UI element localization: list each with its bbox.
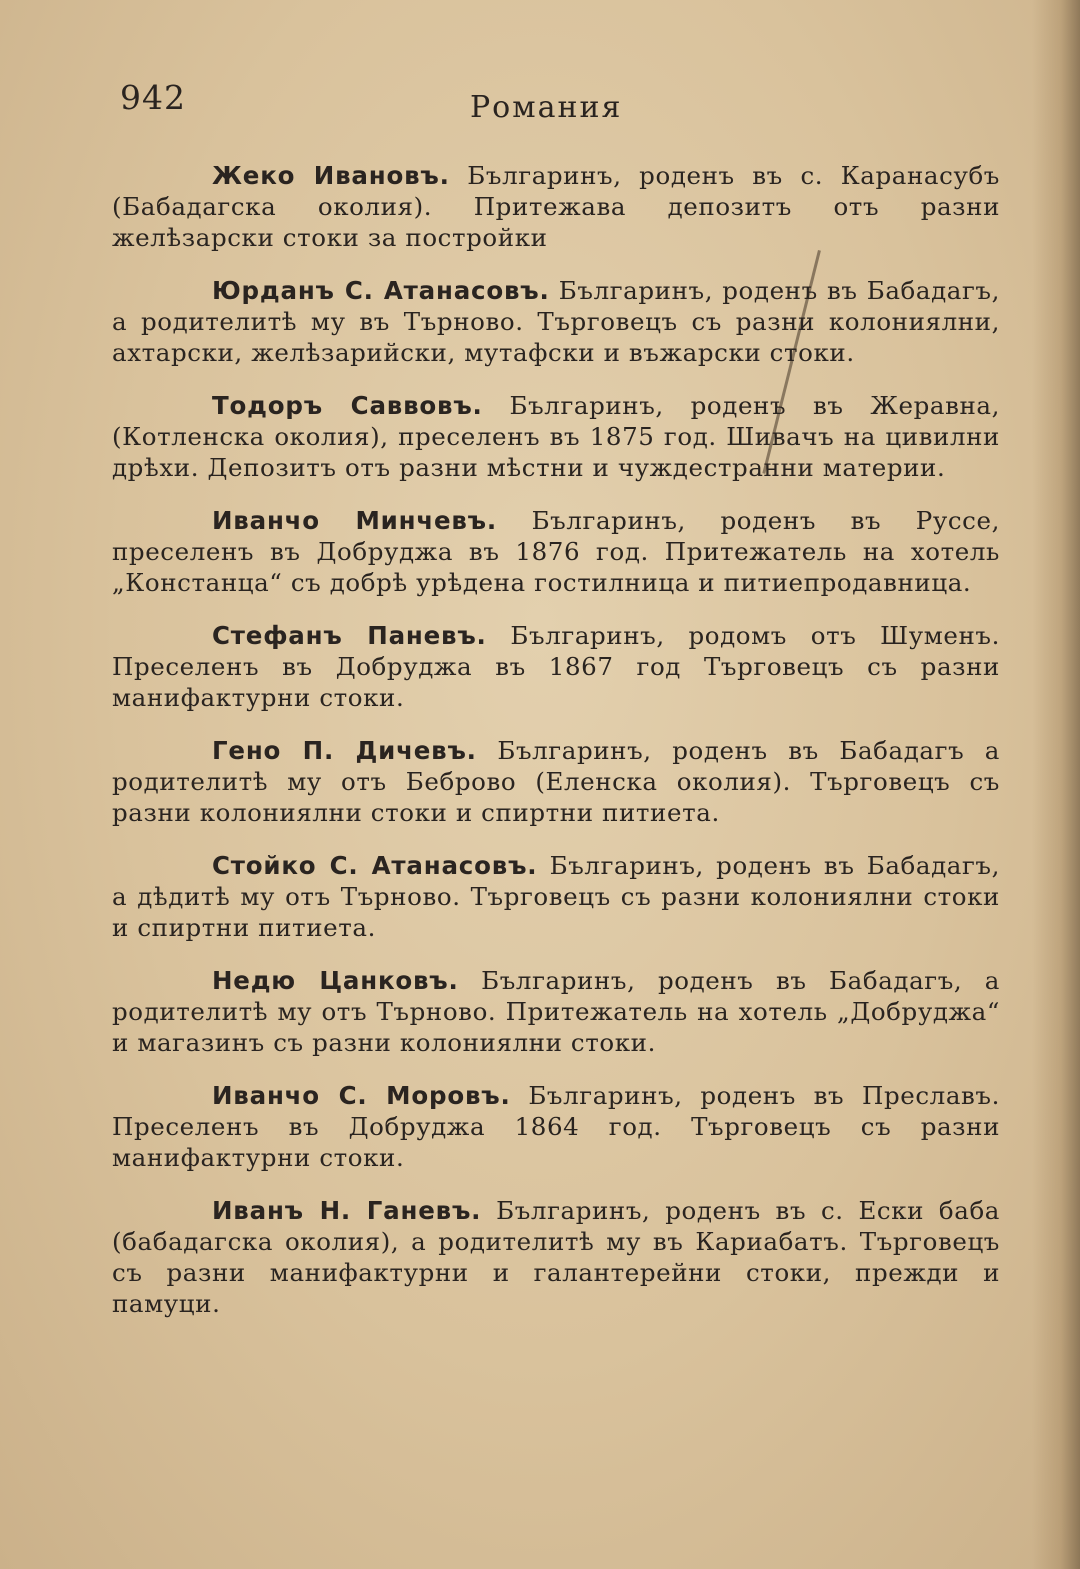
- entry-text: Българинъ, роденъ въ с. Ески баба (бабадагска околия), а родителитѣ му въ Кариабатъ. Търговецъ съ разни манифактурни и галантерейни стоки, прежди и памуци.: [112, 1196, 1001, 1318]
- entry: [112, 275, 1000, 368]
- entry-text: Българинъ, роденъ въ Бабадагъ а родителитѣ му отъ Беброво (Еленска околия). Търговецъ съ разни колониялни стоки и спиртни питиета.: [112, 736, 1000, 827]
- entry-name: Иванъ Н. Ганевъ.: [212, 1196, 482, 1225]
- page-header: [120, 78, 1000, 138]
- entry: [112, 735, 1000, 828]
- entry-text: Българинъ, роденъ въ с. Каранасубъ (Бабадагска околия). Притежава депозитъ отъ разни желѣзарски стоки за постройки: [112, 161, 1000, 252]
- entry: [112, 620, 1000, 713]
- entry: [112, 390, 1000, 483]
- entry: [112, 965, 1000, 1058]
- entry-text: Българинъ, роденъ въ Бабадагъ, а родителитѣ му въ Търново. Търговецъ съ разни колониялни, ахтарски, желѣзарийски, мутафски и въжарски стоки.: [112, 276, 1000, 367]
- entry: [112, 160, 1000, 253]
- entry-name: Стефанъ Паневъ.: [212, 621, 487, 650]
- entry-text: Българинъ, роденъ въ Руссе, преселенъ въ Добруджа въ 1876 год. Притежатель на хотель „Констанца“ съ добрѣ урѣдена гостилница и питиепродавница.: [112, 506, 1000, 597]
- entry: [112, 1080, 1000, 1173]
- entry: [112, 850, 1000, 943]
- entry: [112, 1195, 1000, 1319]
- entries-list: [112, 160, 1000, 1341]
- entry-text: Българинъ, роденъ въ Преславъ. Преселенъ въ Добруджа 1864 год. Търговецъ съ разни манифактурни стоки.: [112, 1081, 1000, 1172]
- page-number: 942: [120, 78, 186, 117]
- entry-name: Жеко Ивановъ.: [212, 161, 450, 190]
- running-title: Романия: [470, 90, 623, 125]
- entry-text: Българинъ, роденъ въ Бабадагъ, а дѣдитѣ му отъ Търново. Търговецъ съ разни колониялни стоки и спиртни питиета.: [112, 851, 1000, 942]
- entry-text: Българинъ, родомъ отъ Шуменъ. Преселенъ въ Добруджа въ 1867 год Търговецъ съ разни манифактурни стоки.: [112, 621, 1000, 712]
- entry-name: Иванчо Минчевъ.: [212, 506, 497, 535]
- entry-name: Стойко С. Атанасовъ.: [212, 851, 538, 880]
- entry-name: Иванчо С. Моровъ.: [212, 1081, 511, 1110]
- entry-name: Гено П. Дичевъ.: [212, 736, 477, 765]
- entry: [112, 505, 1000, 598]
- entry-name: Юрданъ С. Атанасовъ.: [212, 276, 550, 305]
- entry-name: Недю Цанковъ.: [212, 966, 459, 995]
- entry-text: Българинъ, роденъ въ Жеравна, (Котленска околия), преселенъ въ 1875 год. Шивачъ на цивилни дрѣхи. Депозитъ отъ разни мѣстни и чуждестранни материи.: [112, 391, 1001, 482]
- page-edge-shadow: [1032, 0, 1080, 1569]
- entry-name: Тодоръ Саввовъ.: [212, 391, 483, 420]
- entry-text: Българинъ, роденъ въ Бабадагъ, а родителитѣ му отъ Търново. Притежатель на хотель „Добруджа“ и магазинъ съ разни колониялни стоки.: [112, 966, 1001, 1057]
